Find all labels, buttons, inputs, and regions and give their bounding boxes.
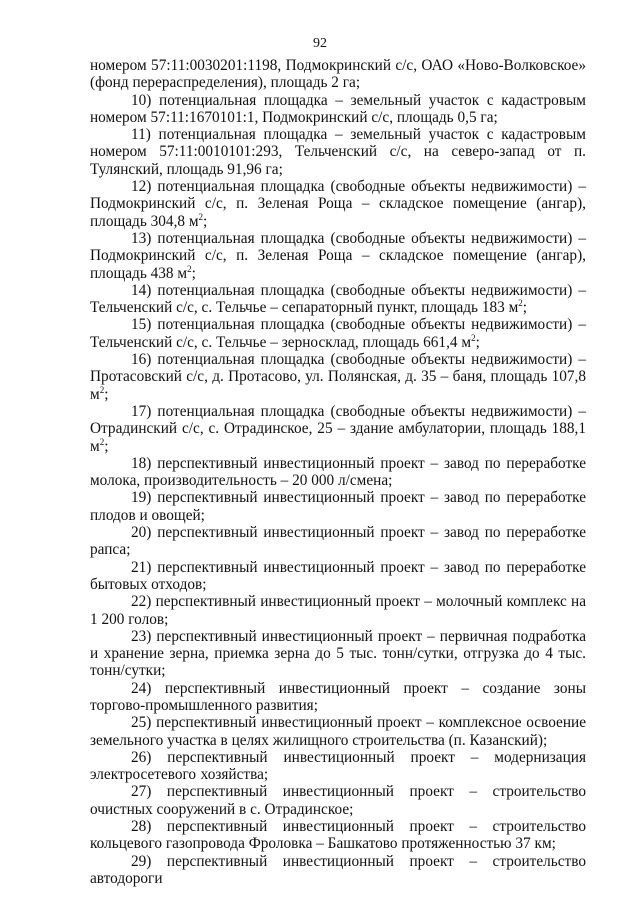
list-item-21: 21) перспективный инвестиционный проект – завод по переработке бытовых отходов; xyxy=(90,558,586,593)
list-item-10: 10) потенциальная площадка – земельный участок с кадастровым номером 57:11:1670101:1, Подмокринский с/с, площадь 0,5 га; xyxy=(90,91,586,126)
list-item-24: 24) перспективный инвестиционный проект – создание зоны торгово-промышленного развития; xyxy=(90,679,586,714)
page-number: 92 xyxy=(313,36,327,51)
document-body xyxy=(90,57,586,887)
list-item-29: 29) перспективный инвестиционный проект – строительство автодороги xyxy=(90,852,586,887)
list-item-12: 12) потенциальная площадка (свободные объекты недвижимости) – Подмокринский с/с, п. Зеленая Роща – складское помещение (ангар), площадь 304,8 $м^2$; xyxy=(90,178,586,230)
paragraph-9-continuation: номером 57:11:0030201:1198, Подмокринский с/с, ОАО «Ново-Волковское» (фонд перераспределения), площадь 2 га; xyxy=(90,57,586,92)
list-item-16: 16) потенциальная площадка (свободные объекты недвижимости) – Протасовский с/с, д. Протасово, ул. Полянская, д. 35 – баня, площадь 107,8 $м^2$; xyxy=(90,351,586,403)
list-item-18: 18) перспективный инвестиционный проект – завод по переработке молока, производительность – 20 000 л/смена; xyxy=(90,454,586,490)
list-item-11: 11) потенциальная площадка – земельный участок с кадастровым номером 57:11:0010101:293, Тельченский с/с, на северо-запад от п. Тулянский, площадь 91,96 га; xyxy=(90,126,586,178)
list-item-13: 13) потенциальная площадка (свободные объекты недвижимости) – Подмокринский с/с, п. Зеленая Роща – складское помещение (ангар), площадь 438 $м^2$; xyxy=(90,229,586,282)
list-item-19: 19) перспективный инвестиционный проект – завод по переработке плодов и овощей; xyxy=(90,489,586,524)
list-item-14: 14) потенциальная площадка (свободные объекты недвижимости) – Тельченский с/с, с. Тельчье – сепараторный пункт, площадь 183 $м^2$; xyxy=(90,281,586,317)
list-item-27: 27) перспективный инвестиционный проект – строительство очистных сооружений в с. Отрадинское; xyxy=(90,783,586,818)
list-item-28: 28) перспективный инвестиционный проект – строительство кольцевого газопровода Фроловка – Башкатово протяженностью 37 км; xyxy=(90,818,586,853)
list-item-26: 26) перспективный инвестиционный проект – модернизация электросетевого хозяйства; xyxy=(90,748,586,784)
list-item-17: 17) потенциальная площадка (свободные объекты недвижимости) – Отрадинский с/с, с. Отрадинское, 25 – здание амбулатории, площадь 188,1 $м^2$; xyxy=(90,402,586,455)
list-item-15: 15) потенциальная площадка (свободные объекты недвижимости) – Тельченский с/с, с. Тельчье – зерносклад, площадь 661,4 $м^2$; xyxy=(90,316,586,351)
list-item-22: 22) перспективный инвестиционный проект – молочный комплекс на 1 200 голов; xyxy=(90,593,586,628)
list-item-20: 20) перспективный инвестиционный проект – завод по переработке рапса; xyxy=(90,524,586,559)
list-item-25: 25) перспективный инвестиционный проект – комплексное освоение земельного участка в целях жилищного строительства (п. Казанский); xyxy=(90,714,586,749)
list-item-23: 23) перспективный инвестиционный проект – первичная подработка и хранение зерна, приемка зерна до 5 тыс. тонн/сутки, отгрузка до 4 тыс. тонн/сутки; xyxy=(90,627,586,680)
